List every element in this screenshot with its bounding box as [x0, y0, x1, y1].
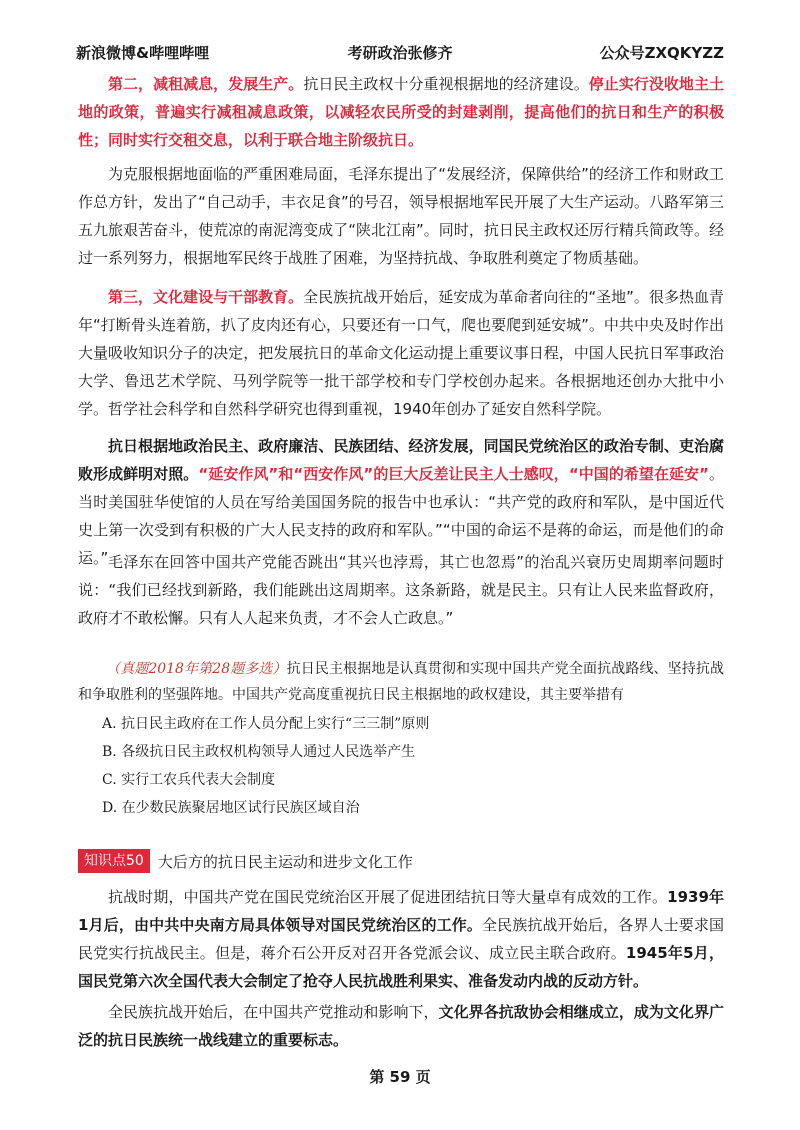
paragraph-historical-cycle — [78, 548, 724, 632]
bold-text: 1939年1月后，由中共中央南方局具体领导对国民党统治区的工作。 — [78, 888, 725, 934]
paragraph-text: 抗战时期，中国共产党在国民党统治区开展了促进团结抗日等大量卓有成效的工作。 — [108, 888, 668, 906]
knowledge-point-heading — [78, 849, 413, 873]
paragraph-text: 抗日民主政权十分重视根据地的经济建设。 — [303, 75, 589, 93]
option-c: C. 实行工农兵代表大会制度 — [102, 772, 276, 788]
page-number: 第 59 页 — [369, 1068, 431, 1086]
header-weibo-bilibili: 新浪微博&哔哩哔哩 — [76, 44, 210, 62]
exam-stem-text: 抗日民主根据地是认真贯彻和实现中国共产党全面抗战路线、坚持抗战和争取胜利的坚强阵地。中国共产党高度重视抗日民主根据地的政权建设，其主要举措有 — [78, 661, 724, 703]
paragraph-text: 全民族抗战开始后，在中国共产党推动和影响下， — [108, 1003, 439, 1021]
header-wechat-account: 公众号ZXQKYZZ — [599, 44, 724, 62]
exam-tag: （真题2018年第28题多选） — [106, 661, 287, 677]
paragraph-rent-reduction — [78, 70, 724, 154]
paragraph-text: 为克服根据地面临的严重困难局面，毛泽东提出了“发展经济，保障供给”的经济工作和财政工作总方针，发出了“自己动手，丰衣足食”的号召，领导根据地军民开展了大生产运动。八路军第三五九旅艰苦奋斗，使荒凉的南泥湾变成了“陕北江南”。同时，抗日民主政权还厉行精兵简政等。经过一系列努力，根据地军民终于战胜了困难，为坚持抗战、争取胜利奠定了物质基础。 — [78, 165, 724, 267]
highlighted-text: “延安作风”和“西安作风”的巨大反差让民主人士感叹，“中国的希望在延安” — [198, 465, 709, 483]
paragraph-culture-education — [78, 283, 724, 423]
exam-stem — [78, 656, 724, 708]
section-heading-second: 第二，减租减息，发展生产。 — [108, 75, 304, 93]
paragraph-production-campaign — [78, 160, 724, 272]
section-heading-third: 第三，文化建设与干部教育。 — [108, 288, 304, 306]
option-d: D. 在少数民族聚居地区试行民族区域自治 — [102, 800, 360, 816]
bold-text: 1945年5月，国民党第六次全国代表大会制定了抢夺人民抗战胜利果实、准备发动内战的反动方针。 — [78, 944, 724, 990]
paragraph-cultural-associations — [78, 998, 724, 1054]
paragraph-text: 毛泽东在回答中国共产党能否跳出“其兴也浡焉，其亡也忽焉”的治乱兴衰历史周期率问题时说：“我们已经找到新路，我们能跳出这周期率。这条新路，就是民主。只有让人民来监督政府，政府才不敢松懈。只有人人起来负责，才不会人亡政息。” — [78, 553, 724, 627]
paragraph-text: 全民族抗战开始后，延安成为革命者向往的“圣地”。很多热血青年“打断骨头连着筋，扒了皮肉还有心，只要还有一口气，爬也要爬到延安城”。中共中央及时作出大量吸收知识分子的决定，把发展抗日的革命文化运动提上重要议事日程，中国人民抗日军事政治大学、鲁迅艺术学院、马列学院等一批干部学校和专门学校创办起来。各根据地还创办大批中小学。哲学社会科学和自然科学研究也得到重视，1940年创办了延安自然科学院。 — [78, 288, 724, 418]
knowledge-point-title: 大后方的抗日民主运动和进步文化工作 — [157, 852, 413, 871]
bold-text: 文化界各抗敌协会相继成立，成为文化界广泛的抗日民族统一战线建立的重要标志。 — [78, 1003, 724, 1049]
option-b: B. 各级抗日民主政权机构领导人通过人民选举产生 — [102, 744, 416, 760]
paragraph-text: 。当时美国驻华使馆的人员在写给美国国务院的报告中也承认：“共产党的政府和军队，是中国近代史上第一次受到有积极的广大人民支持的政府和军队。”“中国的命运不是蒋的命运，而是他们的命运。” — [78, 465, 724, 567]
option-a: A. 抗日民主政府在工作人员分配上实行“三三制”原则 — [102, 716, 430, 732]
paragraph-kmt-areas — [78, 883, 724, 995]
page-header — [76, 42, 724, 66]
paragraph-text: 全民族抗战开始后，各界人士要求国民党实行抗战民主。但是，蒋介石公开反对召开各党派会议、成立民主联合政府。 — [78, 916, 724, 962]
bold-text: 抗日根据地政治民主、政府廉洁、民族团结、经济发展，同国民党统治区的政治专制、吏治腐败形成鲜明对照。 — [78, 437, 724, 483]
header-author: 考研政治张修齐 — [347, 44, 453, 62]
knowledge-point-badge: 知识点50 — [78, 849, 150, 873]
exam-question — [78, 656, 724, 820]
highlighted-text: 停止实行没收地主土地的政策，普遍实行减租减息政策，以减轻农民所受的封建剥削，提高他们的抗日和生产的积极性；同时实行交租交息，以利于联合地主阶级抗日。 — [78, 75, 724, 149]
